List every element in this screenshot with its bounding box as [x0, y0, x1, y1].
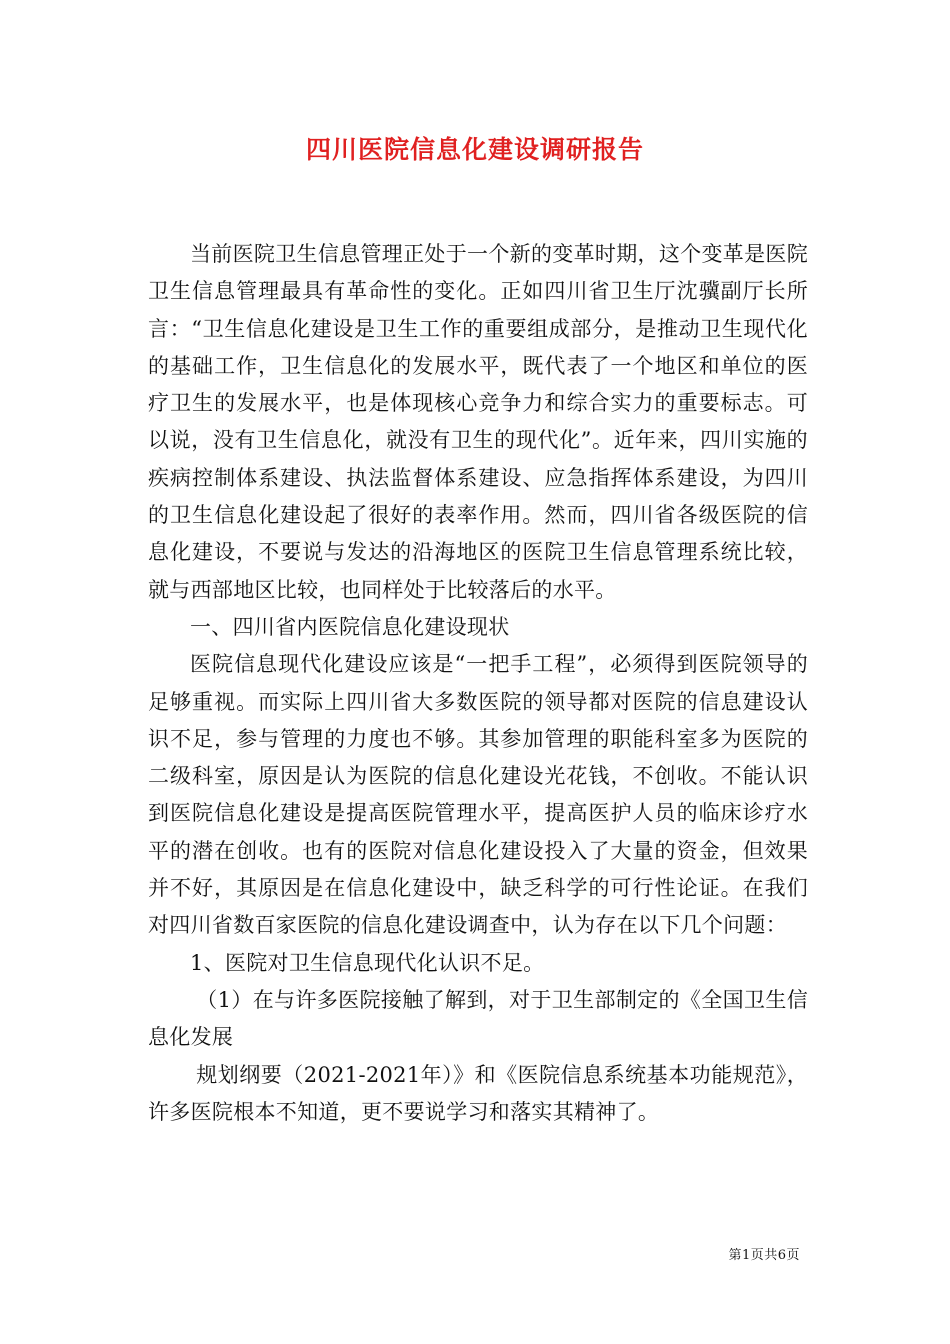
paragraph-item-1b: 规划纲要（2021-2021年）》和《医院信息系统基本功能规范》，许多医院根本不知道，更不要说学习和落实其精神了。 [148, 1062, 808, 1124]
document-body [148, 236, 808, 1131]
section-heading-1: 一、四川省内医院信息化建设现状 [190, 614, 510, 639]
page-number: 第1页共6页 [728, 1248, 800, 1263]
paragraph-intro: 当前医院卫生信息管理正处于一个新的变革时期，这个变革是医院卫生信息管理最具有革命性的变化。正如四川省卫生厅沈骥副厅长所言：“卫生信息化建设是卫生工作的重要组成部分，是推动卫生现代化的基础工作，卫生信息化的发展水平，既代表了一个地区和单位的医疗卫生的发展水平，也是体现核心竞争力和综合实力的重要标志。可以说，没有卫生信息化，就没有卫生的现代化”。近年来，四川实施的疾病控制体系建设、执法监督体系建设、应急指挥体系建设，为四川的卫生信息化建设起了很好的表率作用。然而，四川省各级医院的信息化建设，不要说与发达的沿海地区的医院卫生信息管理系统比较，就与西部地区比较，也同样处于比较落后的水平。 [148, 242, 808, 602]
subheading-1: 1、医院对卫生信息现代化认识不足。 [190, 950, 545, 975]
paragraph-status: 医院信息现代化建设应该是“一把手工程”，必须得到医院领导的足够重视。而实际上四川省大多数医院的领导都对医院的信息建设认识不足，参与管理的力度也不够。其参加管理的职能科室多为医院的二级科室，原因是认为医院的信息化建设光花钱，不创收。不能认识到医院信息化建设是提高医院管理水平，提高医护人员的临床诊疗水平的潜在创收。也有的医院对信息化建设投入了大量的资金，但效果并不好，其原因是在信息化建设中，缺乏科学的可行性论证。在我们对四川省数百家医院的信息化建设调查中，认为存在以下几个问题： [148, 652, 808, 938]
document-title: 四川医院信息化建设调研报告 [305, 135, 644, 164]
paragraph-item-1a: （1）在与许多医院接触了解到，对于卫生部制定的《全国卫生信息化发展 [148, 987, 808, 1050]
